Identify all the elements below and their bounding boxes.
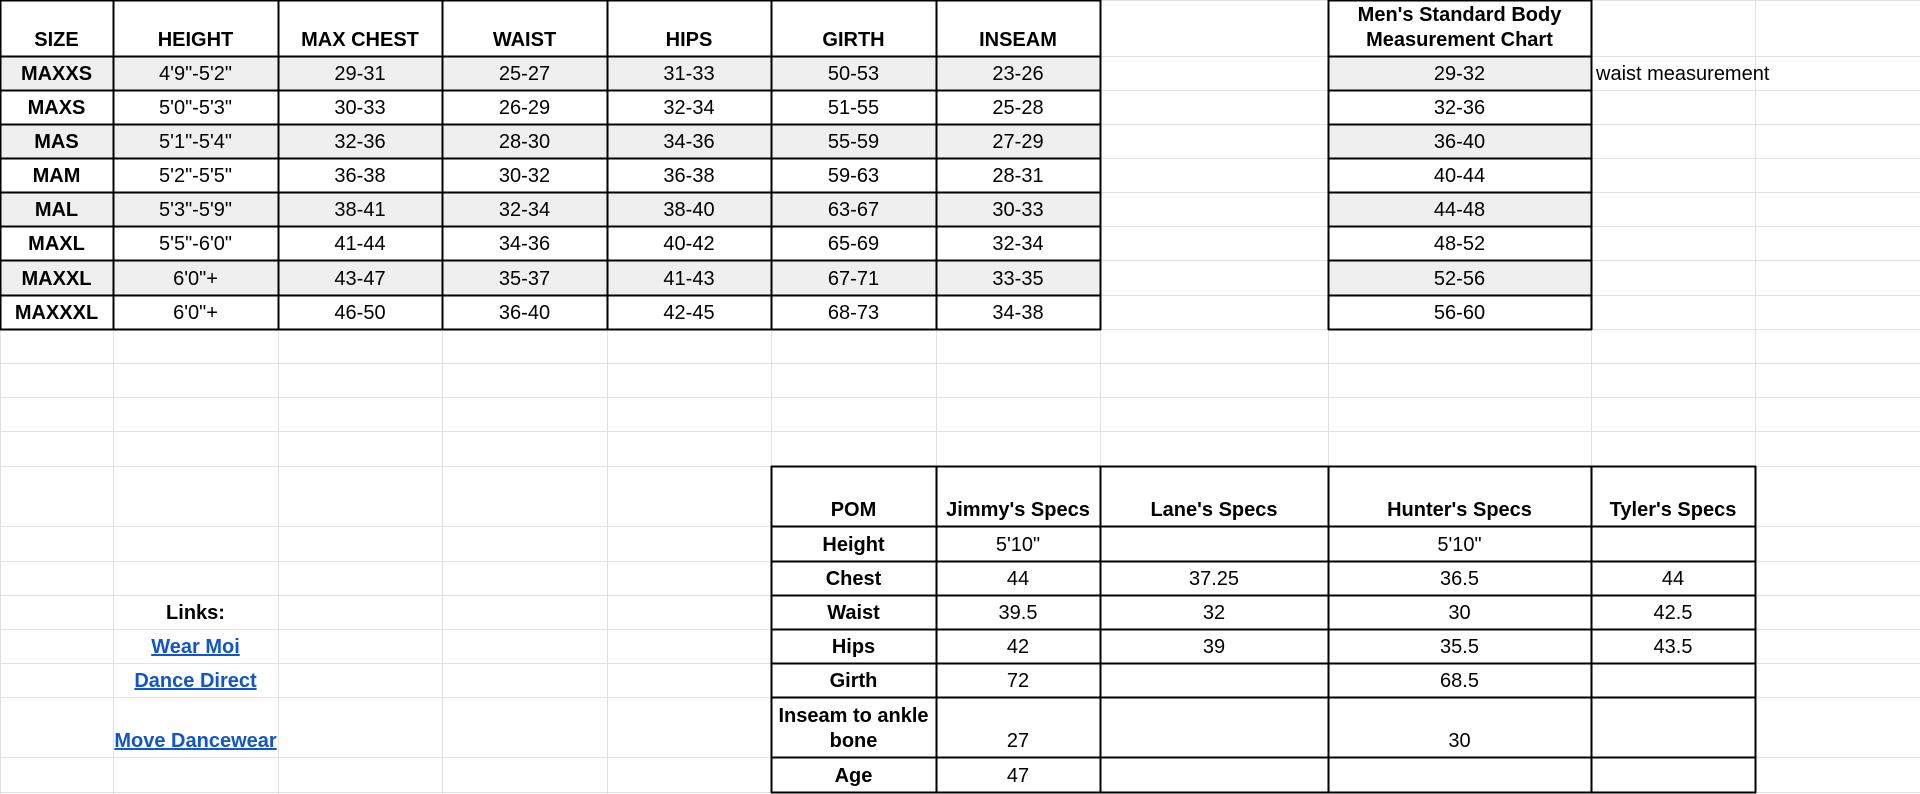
size-chart-cell: 23-26 (936, 56, 1100, 90)
standard-chart-cell: 48-52 (1433, 233, 1486, 255)
size-chart-cell: 35-37 (442, 260, 607, 295)
size-chart-cell: 38-41 (278, 192, 442, 226)
size-chart-header: INSEAM (979, 29, 1057, 51)
spec-value: 43.5 (1653, 636, 1693, 658)
size-chart-cell: 46-50 (334, 302, 386, 324)
size-label: MAL (0, 192, 113, 226)
spec-value: 32 (1202, 602, 1226, 624)
size-chart-cell: 27-29 (936, 124, 1100, 158)
size-chart-cell: 28-30 (442, 124, 607, 158)
size-chart-cell: 30-32 (498, 165, 551, 187)
size-chart-cell: 32-34 (442, 192, 607, 226)
size-chart-cell: 41-43 (607, 260, 771, 295)
spec-value (1591, 526, 1755, 561)
size-chart-cell: 34-36 (607, 124, 771, 158)
size-chart-cell: 38-40 (607, 192, 771, 226)
size-chart-cell: 25-27 (442, 56, 607, 90)
specs-header: Jimmy's Specs (946, 499, 1090, 521)
pom-label: Age (834, 765, 873, 787)
spec-value: 5'10" (995, 534, 1041, 556)
spec-value (1591, 757, 1755, 792)
size-chart-cell: 5'0"-5'3" (159, 97, 232, 119)
spec-value: 30 (1448, 730, 1471, 752)
spec-value: 72 (1006, 670, 1030, 692)
size-chart-header: HEIGHT (157, 29, 234, 51)
size-chart-cell: 59-63 (827, 165, 880, 187)
spec-value: 47 (1006, 765, 1030, 787)
size-chart-cell: 41-44 (334, 233, 386, 255)
size-chart-cell: 5'5"-6'0" (159, 233, 232, 255)
spec-value: 42.5 (1653, 602, 1693, 624)
size-chart-cell: 63-67 (771, 192, 936, 226)
size-chart-cell: 33-35 (936, 260, 1100, 295)
size-chart-header: MAX CHEST (301, 29, 419, 51)
size-chart-cell: 32-36 (278, 124, 442, 158)
size-chart-header: GIRTH (822, 29, 885, 51)
pom-label: Waist (827, 602, 880, 624)
size-chart-header: HIPS (665, 29, 713, 51)
move-dancewear-link[interactable]: Move Dancewear (114, 730, 277, 752)
spec-value (1591, 663, 1755, 697)
size-label: MAXXXL (14, 302, 99, 324)
spec-value: 42 (1006, 636, 1030, 658)
standard-chart-cell: 52-56 (1328, 260, 1591, 295)
size-label: MAS (0, 124, 113, 158)
spec-value (1591, 697, 1755, 757)
size-chart-cell: 36-38 (663, 165, 715, 187)
standard-chart-cell: 44-48 (1328, 192, 1591, 226)
spec-value: 37.25 (1188, 568, 1240, 590)
size-chart-cell: 5'2"-5'5" (159, 165, 232, 187)
specs-header: Hunter's Specs (1387, 499, 1532, 521)
waist-measurement-note: waist measurement (1596, 63, 1770, 85)
spec-value (1100, 526, 1328, 561)
spec-value: 36.5 (1440, 568, 1479, 590)
size-chart-cell: 6'0"+ (173, 302, 218, 324)
specs-header: Lane's Specs (1150, 499, 1278, 521)
size-chart-cell: 4'9"-5'2" (113, 56, 278, 90)
size-chart-cell: 30-33 (334, 97, 386, 119)
spec-value (1100, 663, 1328, 697)
size-chart-cell: 55-59 (771, 124, 936, 158)
size-chart-cell: 34-36 (498, 233, 551, 255)
size-label: MAM (32, 165, 81, 187)
size-label: MAXS (27, 97, 86, 119)
wear-moi-link[interactable]: Wear Moi (151, 636, 240, 658)
size-chart-cell: 28-31 (992, 165, 1044, 187)
spec-value: 44 (1006, 568, 1030, 590)
size-chart-cell: 6'0"+ (113, 260, 278, 295)
size-chart-cell: 32-34 (663, 97, 715, 119)
size-chart-header: SIZE (34, 29, 79, 51)
size-chart-cell: 40-42 (663, 233, 715, 255)
size-chart-cell: 29-31 (278, 56, 442, 90)
pom-label: Inseam to ankle bone (778, 705, 929, 752)
size-chart-header: WAIST (492, 29, 557, 51)
spec-value (1100, 697, 1328, 757)
size-chart-cell: 65-69 (827, 233, 880, 255)
specs-header: POM (830, 499, 877, 521)
size-label: MAXL (28, 233, 85, 255)
spec-value: 30 (1448, 602, 1471, 624)
spec-value: 35.5 (1440, 636, 1479, 658)
size-chart-cell: 26-29 (498, 97, 551, 119)
size-chart-cell: 5'3"-5'9" (113, 192, 278, 226)
size-chart-cell: 31-33 (607, 56, 771, 90)
size-chart-cell: 25-28 (992, 97, 1044, 119)
spec-value: 27 (1006, 730, 1030, 752)
pom-label: Hips (831, 636, 876, 658)
size-chart-cell: 32-34 (992, 233, 1044, 255)
size-label: MAXXS (0, 56, 113, 90)
spec-value: 39 (1202, 636, 1226, 658)
size-chart-cell: 51-55 (827, 97, 880, 119)
links-label: Links: (166, 602, 225, 624)
pom-label: Girth (829, 670, 878, 692)
pom-label: Chest (825, 568, 882, 590)
size-chart-cell: 36-38 (334, 165, 386, 187)
size-chart-cell: 42-45 (663, 302, 715, 324)
size-chart-cell: 43-47 (278, 260, 442, 295)
standard-chart-cell: 36-40 (1328, 124, 1591, 158)
size-chart-cell: 50-53 (771, 56, 936, 90)
standard-chart-cell: 40-44 (1433, 165, 1486, 187)
spec-value: 39.5 (998, 602, 1038, 624)
standard-chart-cell: 32-36 (1433, 97, 1486, 119)
size-chart-cell: 67-71 (771, 260, 936, 295)
specs-header: Tyler's Specs (1609, 499, 1737, 521)
spec-value (1100, 757, 1328, 792)
size-chart-cell: 36-40 (498, 302, 551, 324)
size-chart-cell: 34-38 (992, 302, 1044, 324)
spec-value: 44 (1661, 568, 1685, 590)
size-chart-cell: 68-73 (827, 302, 880, 324)
size-label: MAXXL (0, 260, 113, 295)
size-chart-cell: 5'1"-5'4" (113, 124, 278, 158)
standard-chart-title: Men's Standard Body Measurement Chart (1357, 4, 1562, 51)
pom-label: Height (822, 534, 885, 556)
standard-chart-cell: 29-32 (1328, 56, 1591, 90)
spec-value: 5'10" (1437, 534, 1482, 556)
size-chart-cell: 30-33 (936, 192, 1100, 226)
spec-value (1328, 757, 1591, 792)
dance-direct-link[interactable]: Dance Direct (134, 670, 257, 692)
spec-value: 68.5 (1440, 670, 1479, 692)
standard-chart-cell: 56-60 (1433, 302, 1486, 324)
